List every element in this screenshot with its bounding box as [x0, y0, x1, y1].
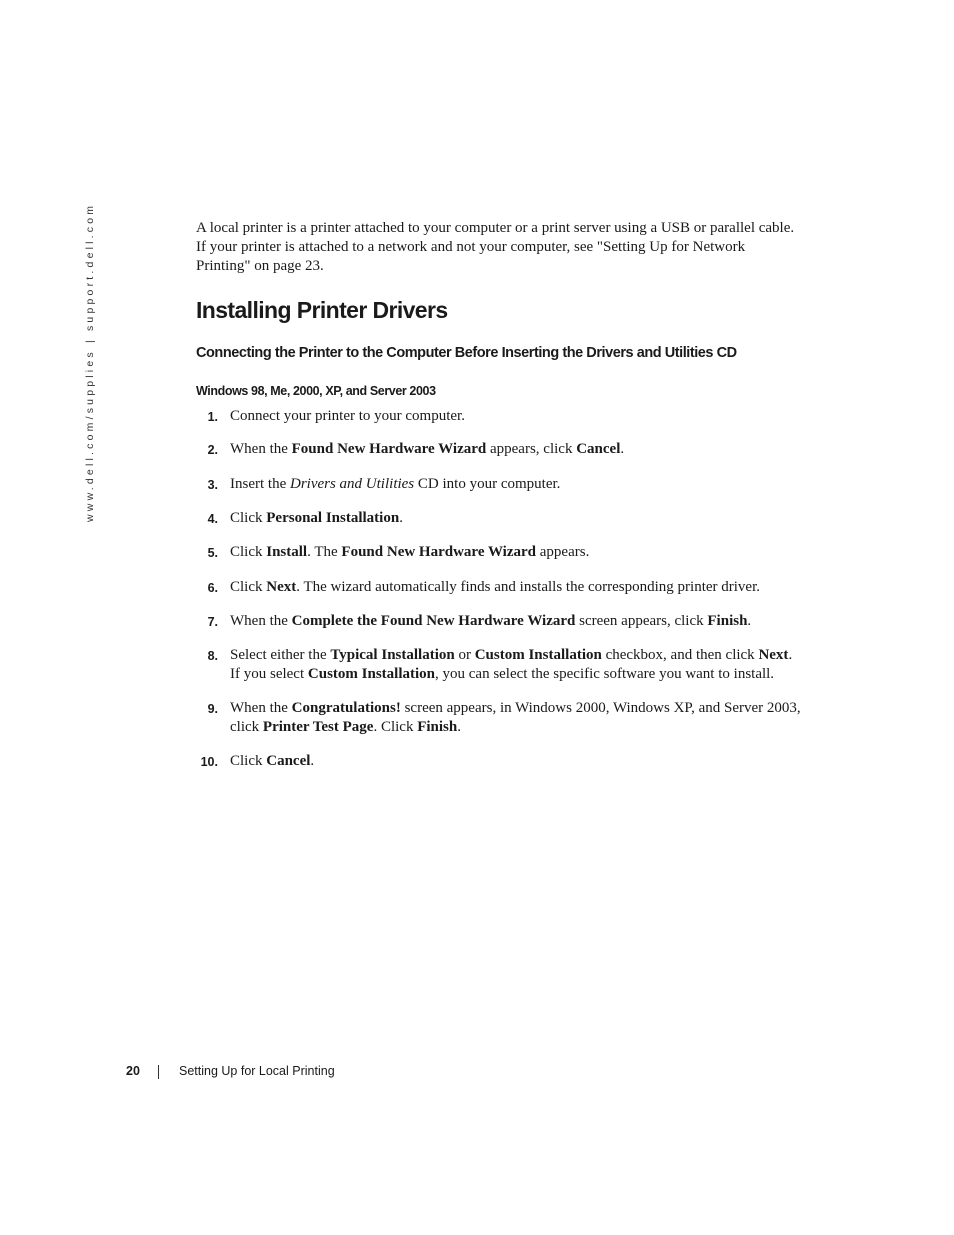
step-number: 9.: [207, 702, 218, 716]
step-text: [230, 752, 816, 771]
ui-term: Next: [266, 579, 297, 595]
step-number: 7.: [207, 615, 218, 629]
step-number: 8.: [207, 649, 218, 663]
step-fragment: .: [457, 719, 461, 735]
step-number: 5.: [207, 546, 218, 560]
step-text: [230, 612, 816, 631]
step-fragment: , you can select the specific software you want to install.: [435, 666, 775, 682]
step-fragment: or: [454, 647, 475, 663]
page-content: [196, 219, 816, 769]
step-text: [230, 475, 816, 494]
step-fragment: .: [310, 753, 315, 769]
intro-line: A local printer is a printer attached to your computer or a print server using a USB or parallel cable.: [196, 220, 795, 236]
step-fragment: When the: [230, 700, 292, 716]
footer-divider: [158, 1065, 159, 1079]
step-text: [230, 578, 816, 597]
step-number: 1.: [207, 410, 218, 424]
sidebar-url: www.dell.com/supplies | support.dell.com: [84, 202, 96, 522]
ui-term: Custom Installation: [307, 666, 435, 682]
step-fragment: screen appears, click: [575, 613, 708, 629]
ui-term: Found New Hardware Wizard: [341, 544, 537, 560]
ui-term: Printer Test Page: [262, 719, 374, 735]
ui-term: Personal Installation: [266, 510, 400, 526]
ui-term: Found New Hardware Wizard: [291, 441, 487, 457]
step-text: [230, 407, 816, 426]
step-text: [230, 699, 816, 737]
ui-term: Complete the Found New Hardware Wizard: [291, 613, 576, 629]
step-fragment: . Click: [373, 719, 418, 735]
step-fragment: . The wizard automatically finds and installs the corresponding printer driver.: [296, 579, 761, 595]
ui-term: Cancel: [576, 441, 621, 457]
intro-paragraph: [196, 219, 816, 276]
step-fragment: appears, click: [486, 441, 577, 457]
step-fragment: Click: [230, 510, 267, 526]
step-fragment: Select either the: [230, 647, 331, 663]
section-heading: Connecting the Printer to the Computer Before Inserting the Drivers and Utilities CD: [196, 345, 737, 361]
step-fragment: Connect your printer to your computer.: [230, 408, 465, 424]
step-number: 10.: [200, 755, 218, 769]
ui-term: Install: [266, 544, 308, 560]
ui-term: Finish: [707, 613, 748, 629]
step-fragment: When the: [230, 613, 292, 629]
step-fragment: .: [747, 613, 752, 629]
step-fragment: .: [620, 441, 625, 457]
page-number: 20: [126, 1064, 140, 1078]
ui-term: Custom Installation: [474, 647, 602, 663]
ui-term: Congratulations!: [291, 700, 401, 716]
intro-line: If your printer is attached to a network and not your computer, see "Setting Up for Network: [196, 239, 746, 255]
step-fragment: CD into your computer.: [414, 476, 561, 492]
step-number: 6.: [207, 581, 218, 595]
ui-term: Next: [758, 647, 789, 663]
ui-term: Cancel: [266, 753, 311, 769]
ui-term: Typical Installation: [330, 647, 455, 663]
product-name: Drivers and Utilities: [289, 476, 415, 492]
step-text: [230, 509, 816, 528]
ui-term: Finish: [417, 719, 458, 735]
step-fragment: Click: [230, 753, 267, 769]
step-fragment: .: [399, 510, 403, 526]
step-fragment: appears.: [536, 544, 590, 560]
page-title: Installing Printer Drivers: [196, 297, 448, 323]
step-fragment: click: [230, 719, 263, 735]
step-fragment: screen appears, in Windows 2000, Windows XP, and Server 2003,: [400, 700, 801, 716]
step-number: 2.: [207, 443, 218, 457]
subsection-heading: Windows 98, Me, 2000, XP, and Server 2003: [196, 384, 436, 398]
step-fragment: Insert the: [230, 476, 290, 492]
intro-line: Printing" on page 23.: [196, 258, 324, 274]
step-text: [230, 646, 816, 684]
footer-section-title: Setting Up for Local Printing: [179, 1064, 335, 1078]
step-fragment: . The: [307, 544, 342, 560]
step-fragment: Click: [230, 579, 267, 595]
step-fragment: If you select: [230, 666, 308, 682]
step-fragment: Click: [230, 544, 267, 560]
step-fragment: checkbox, and then click: [601, 647, 759, 663]
step-number: 4.: [207, 512, 218, 526]
step-text: [230, 543, 816, 562]
step-number: 3.: [207, 478, 218, 492]
step-fragment: When the: [230, 441, 292, 457]
step-fragment: .: [788, 647, 793, 663]
step-text: [230, 440, 816, 459]
